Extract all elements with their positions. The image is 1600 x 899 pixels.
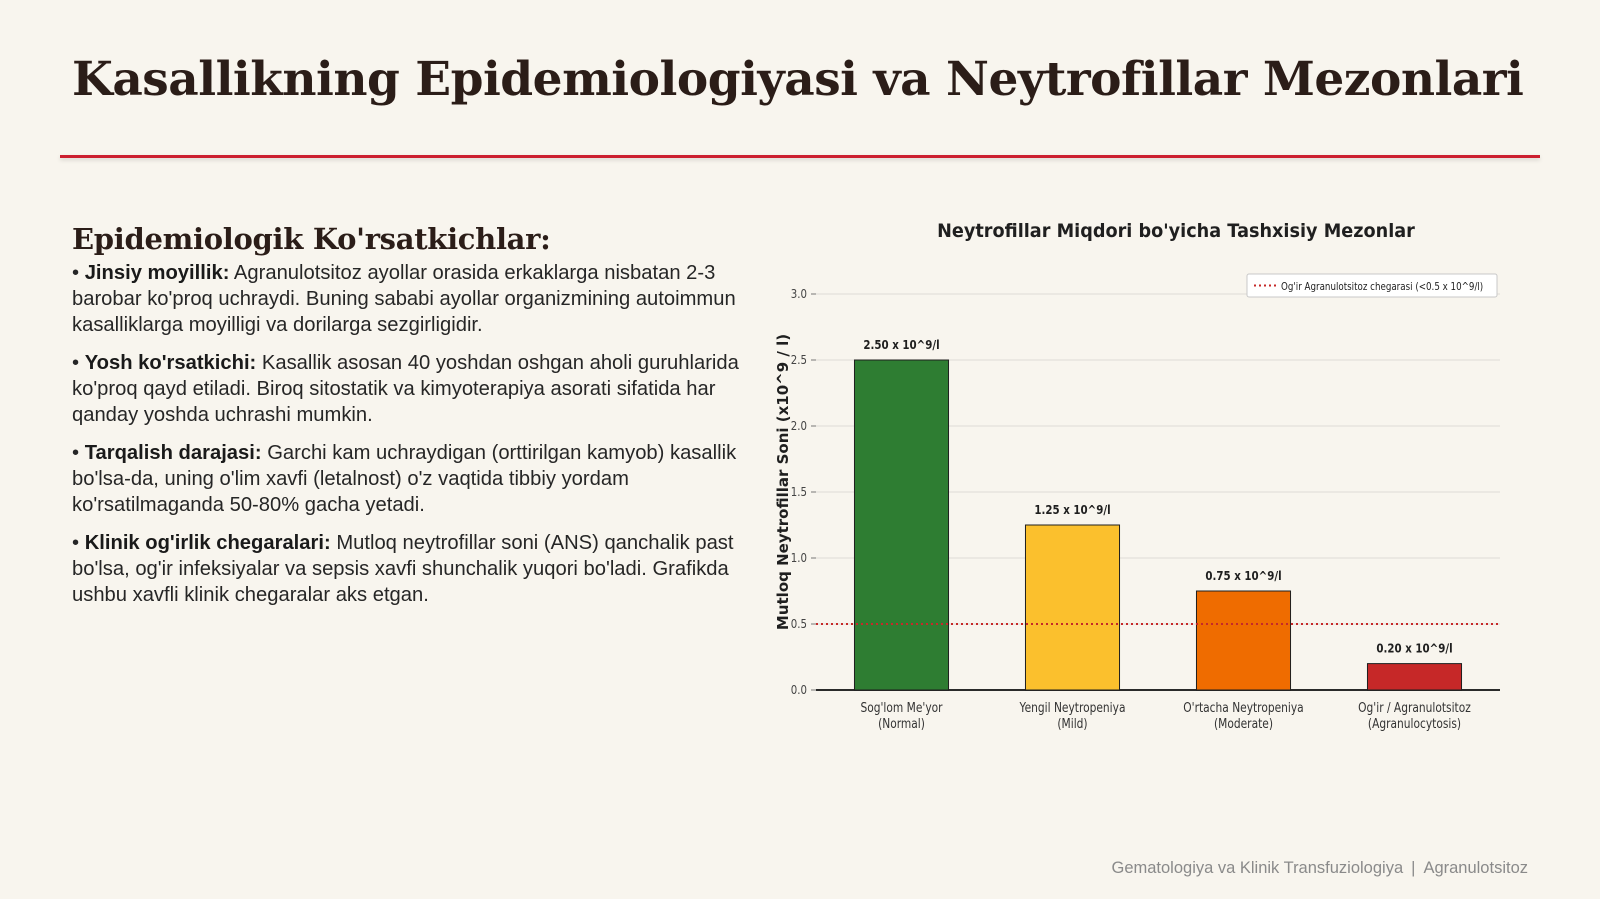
y-tick-label: 1.0: [790, 551, 807, 566]
x-tick-label: (Normal): [878, 715, 925, 732]
footer-separator: |: [1411, 859, 1416, 877]
bullet-text: Agranulotsitoz ayollar orasida erkaklarga nisbatan 2-3 barobar ko'proq uchraydi. Buning sababi ayollar organizmining autoimmun kasalliklarga moyilligi va dorilarga sezgirligidir.: [72, 262, 736, 336]
chart-legend: [1247, 274, 1497, 297]
bar-data-label: 0.20 x 10^9/l: [1376, 640, 1453, 656]
bullet-gender: • Jinsiy moyillik: Agranulotsitoz ayollar orasida erkaklarga nisbatan 2-3 barobar ko'proq uchraydi. Buning sababi ayollar organizmining autoimmun kasalliklarga moyilligi va dorilarga sezgirligidir.: [72, 262, 736, 336]
x-tick-label: Yengil Neytropeniya: [1019, 699, 1126, 716]
bar-0: [854, 360, 948, 690]
y-axis-label: Mutloq Neytrofillar Soni (x10^9 / l): [774, 333, 792, 631]
epidemiology-panel: [72, 222, 752, 620]
neutrophil-chart: [770, 210, 1560, 770]
chart-svg: [770, 210, 1560, 770]
bullet-age: • Yosh ko'rsatkichi: Kasallik asosan 40 yoshdan oshgan aholi guruhlarida ko'proq qayd etiladi. Biroq sitostatik va kimyoterapiya asorati sifatida har qanday yoshda uchrashi mumkin.: [72, 352, 739, 426]
bullet-text: Kasallik asosan 40 yoshdan oshgan aholi guruhlarida ko'proq qayd etiladi. Biroq sitostatik va kimyoterapiya asorati sifatida har qanday yoshda uchrashi mumkin.: [72, 352, 739, 426]
y-tick-label: 0.5: [790, 617, 807, 632]
legend-threshold-label: Og'ir Agranulotsitoz chegarasi (<0.5 x 10^9/l): [1281, 280, 1484, 294]
y-tick-label: 2.5: [790, 353, 807, 368]
bullet-label: Tarqalish darajasi:: [84, 442, 262, 464]
x-tick-label: Og'ir / Agranulotsitoz: [1358, 699, 1471, 716]
bar-2: [1196, 591, 1290, 690]
bullet-severity: • Klinik og'irlik chegaralari: Mutloq neytrofillar soni (ANS) qanchalik past bo'lsa, og'ir infeksiyalar va sepsis xavfi shunchalik yuqori bo'ladi. Grafikda ushbu xavfli klinik chegaralar aks etgan.: [72, 532, 734, 606]
footer: [1111, 859, 1528, 878]
bar-data-label: 2.50 x 10^9/l: [863, 336, 940, 353]
bar-data-label: 1.25 x 10^9/l: [1034, 501, 1111, 518]
bullet-label: Klinik og'irlik chegaralari:: [84, 532, 331, 554]
bar-layer: [854, 360, 1461, 690]
footer-topic: Agranulotsitoz: [1423, 859, 1528, 877]
x-tick-label: O'rtacha Neytropeniya: [1183, 699, 1304, 716]
bullet-prevalence: • Tarqalish darajasi: Garchi kam uchraydigan (orttirilgan kamyob) kasallik bo'lsa-da, uning o'lim xavfi (letalnost) o'z vaqtida tibbiy yordam ko'rsatilmaganda 50-80% gacha yetadi.: [72, 442, 737, 516]
x-tick-label: (Agranulocytosis): [1367, 715, 1462, 732]
bar-1: [1025, 525, 1119, 690]
bullet-text: Garchi kam uchraydigan (orttirilgan kamyob) kasallik bo'lsa-da, uning o'lim xavfi (letalnost) o'z vaqtida tibbiy yordam ko'rsatilmaganda 50-80% gacha yetadi.: [72, 442, 737, 516]
x-tick-label: Sog'lom Me'yor: [860, 699, 943, 716]
section-heading: Epidemiologik Ko'rsatkichlar:: [72, 222, 551, 256]
y-tick-label: 0.0: [790, 683, 807, 698]
x-tick-label: (Moderate): [1214, 715, 1273, 732]
chart-title: Neytrofillar Miqdori bo'yicha Tashxisiy Mezonlar: [937, 220, 1415, 243]
bullet-label: Jinsiy moyillik:: [84, 262, 230, 284]
bar-data-label: 0.75 x 10^9/l: [1205, 567, 1282, 584]
page-title: Kasallikning Epidemiologiyasi va Neytrofillar Mezonlari: [72, 52, 1524, 107]
y-tick-label: 3.0: [790, 287, 807, 302]
footer-course: Gematologiya va Klinik Transfuziologiya: [1111, 859, 1404, 877]
y-tick-label: 1.5: [790, 485, 807, 500]
bullet-label: Yosh ko'rsatkichi:: [84, 352, 257, 374]
x-tick-label: (Mild): [1057, 715, 1088, 732]
y-tick-label: 2.0: [790, 419, 807, 434]
title-divider: [60, 155, 1540, 158]
bullet-text: Mutloq neytrofillar soni (ANS) qanchalik past bo'lsa, og'ir infeksiyalar va sepsis xavfi shunchalik yuqori bo'ladi. Grafikda ushbu xavfli klinik chegaralar aks etgan.: [72, 532, 734, 606]
bar-3: [1367, 664, 1461, 690]
